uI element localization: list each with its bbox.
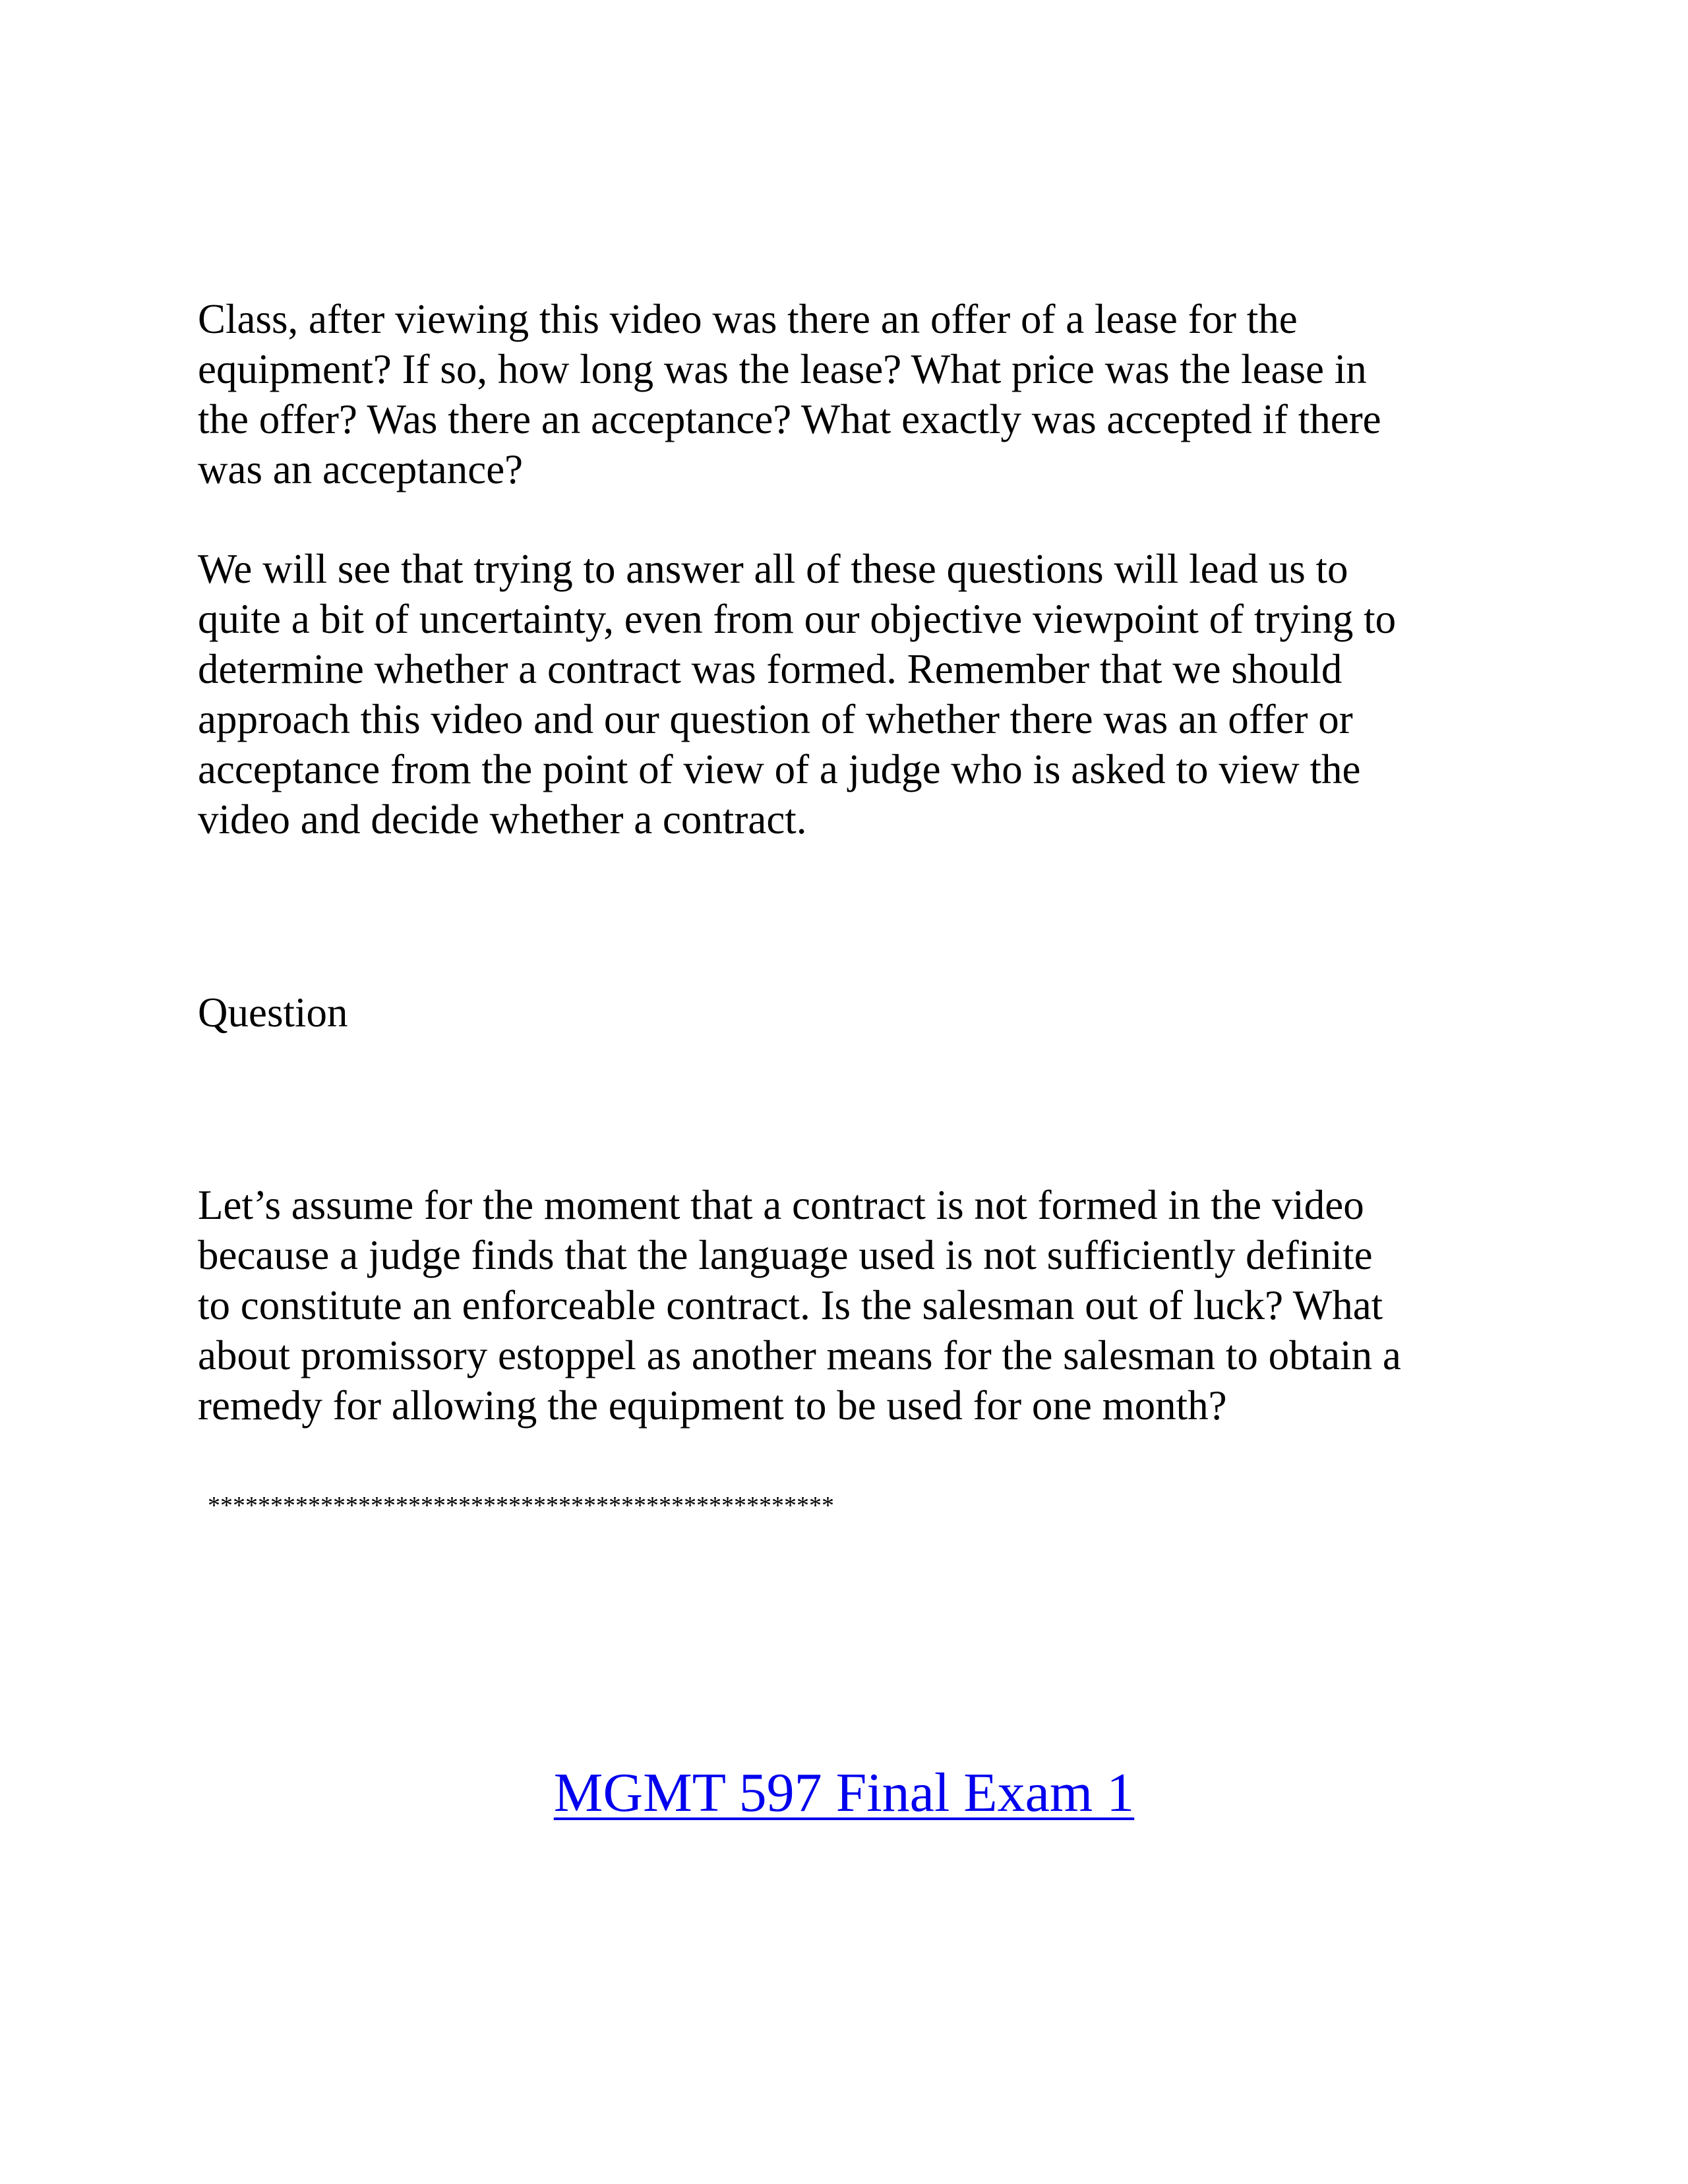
text-line: to constitute an enforceable contract. Is the salesman out of luck? What xyxy=(198,1282,1383,1328)
text-line: was an acceptance? xyxy=(198,446,524,492)
exam-link-container xyxy=(0,1760,1688,1826)
text-line: Let’s assume for the moment that a contract is not formed in the video xyxy=(198,1182,1364,1228)
paragraph-lease-questions xyxy=(198,294,1517,494)
text-line: approach this video and our question of whether there was an offer or xyxy=(198,696,1353,742)
text-line: We will see that trying to answer all of these questions will lead us to xyxy=(198,546,1348,592)
asterisk-separator: ************************************************** xyxy=(208,1492,834,1520)
text-line: equipment? If so, how long was the lease? What price was the lease in xyxy=(198,346,1367,392)
paragraph-uncertainty xyxy=(198,544,1517,844)
paragraph-promissory-estoppel xyxy=(198,1180,1517,1431)
text-line: about promissory estoppel as another means for the salesman to obtain a xyxy=(198,1332,1401,1378)
text-line: video and decide whether a contract. xyxy=(198,796,807,842)
heading-text: Question xyxy=(198,989,348,1036)
text-line: quite a bit of uncertainty, even from our objective viewpoint of trying to xyxy=(198,596,1397,642)
text-line: the offer? Was there an acceptance? What exactly was accepted if there xyxy=(198,396,1381,442)
text-line: determine whether a contract was formed. Remember that we should xyxy=(198,646,1342,692)
text-line: because a judge finds that the language used is not sufficiently definite xyxy=(198,1232,1373,1278)
exam-link[interactable]: MGMT 597 Final Exam 1 xyxy=(553,1762,1135,1823)
question-heading xyxy=(198,988,1517,1038)
text-line: acceptance from the point of view of a judge who is asked to view the xyxy=(198,746,1361,792)
text-line: remedy for allowing the equipment to be used for one month? xyxy=(198,1382,1227,1429)
text-line: Class, after viewing this video was there an offer of a lease for the xyxy=(198,296,1298,342)
